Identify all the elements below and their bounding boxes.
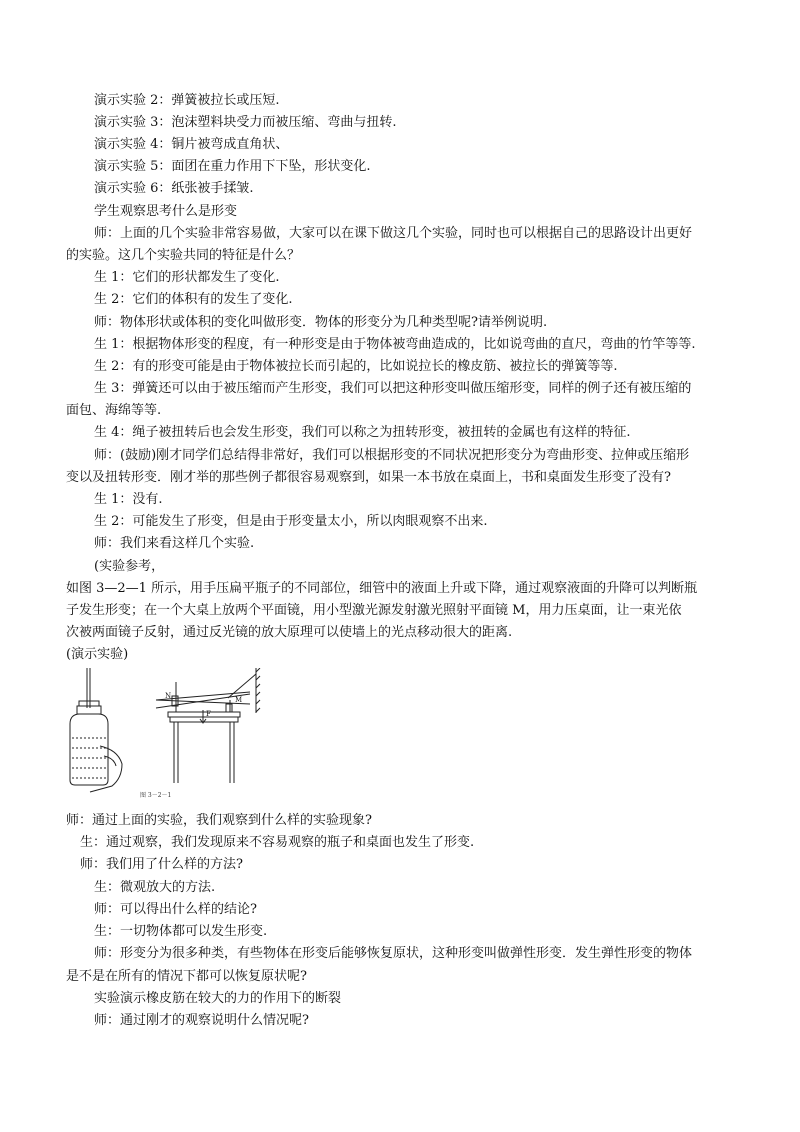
text-line: 生 4：绳子被扭转后也会发生形变，我们可以称之为扭转形变，被扭转的金属也有这样的特征.	[94, 425, 631, 440]
text-line: 演示实验 2：弹簧被拉长或压短.	[94, 93, 280, 108]
text-line: 师：我们用了什么样的方法?	[80, 857, 243, 872]
text-line: 生 2：它们的体积有的发生了变化.	[94, 292, 293, 307]
text-line: 生 1：它们的形状都发生了变化.	[94, 270, 280, 285]
text-line: 师：上面的几个实验非常容易做，大家可以在课下做这几个实验，同时也可以根据自己的思路设计出更好	[94, 226, 693, 241]
text-line: 师：物体形状或体积的变化叫做形变．物体的形变分为几种类型呢?请举例说明.	[94, 315, 548, 330]
text-line: 面包、海绵等等.	[66, 403, 162, 418]
text-line: 演示实验 6：纸张被手揉皱.	[94, 181, 254, 196]
text-line: 师：(鼓励)刚才同学们总结得非常好，我们可以根据形变的不同状况把形变分为弯曲形变、拉伸或压缩形	[94, 448, 690, 463]
text-line: (演示实验)	[66, 647, 129, 662]
label-f: F	[206, 710, 211, 718]
text-line: (实验参考，	[94, 559, 165, 574]
text-line: 师：形变分为很多种类，有些物体在形变后能够恢复原状，这种形变叫做弹性形变．发生弹性形变的物体	[94, 946, 693, 961]
text-line: 生 1：根据物体形变的程度，有一种形变是由于物体被弯曲造成的，比如说弯曲的直尺，弯曲的竹竿等等.	[94, 337, 696, 352]
label-m: M	[235, 696, 243, 704]
text-line: 生：一切物体都可以发生形变.	[94, 924, 268, 939]
text-line: 如图 3—2—1 所示，用手压扁平瓶子的不同部位，细管中的液面上升或下降，通过观察液面的升降可以判断瓶	[66, 581, 698, 596]
text-line: 师：可以得出什么样的结论?	[94, 902, 257, 917]
text-line: 生 1：没有.	[94, 492, 163, 507]
text-line: 生：微观放大的方法.	[94, 880, 216, 895]
text-line: 师：我们来看这样几个实验.	[94, 536, 255, 551]
figure-3-2-1	[60, 668, 280, 798]
text-line: 实验演示橡皮筋在较大的力的作用下的断裂	[94, 991, 342, 1006]
label-n: N	[165, 692, 172, 700]
text-line: 是不是在所有的情况下都可以恢复原状呢?	[66, 969, 307, 984]
text-line: 演示实验 5：面团在重力作用下下坠，形状变化.	[94, 159, 371, 174]
text-line: 演示实验 4：铜片被弯成直角状、	[94, 137, 289, 152]
text-line: 演示实验 3：泡沫塑料块受力而被压缩、弯曲与扭转.	[94, 115, 397, 130]
figure-caption: 图 3－2－1	[140, 792, 172, 799]
text-line: 变以及扭转形变．刚才举的那些例子都很容易观察到，如果一本书放在桌面上，书和桌面发生形变了没有?	[66, 470, 671, 485]
text-line: 生 2：可能发生了形变，但是由于形变量太小，所以肉眼观察不出来.	[94, 514, 488, 529]
text-line: 生 3：弹簧还可以由于被压缩而产生形变，我们可以把这种形变叫做压缩形变，同样的例子还有被压缩的	[94, 381, 692, 396]
text-line: 子发生形变；在一个大桌上放两个平面镜，用小型激光源发射激光照射平面镜 M，用力压桌面，让一束光依	[66, 603, 682, 618]
figure-drawing	[60, 668, 280, 798]
text-line: 生：通过观察，我们发现原来不容易观察的瓶子和桌面也发生了形变.	[80, 835, 475, 850]
text-line: 次被两面镜子反射，通过反光镜的放大原理可以使墙上的光点移动很大的距离.	[66, 625, 513, 640]
text-line: 师：通过刚才的观察说明什么情况呢?	[94, 1013, 309, 1028]
text-line: 生 2：有的形变可能是由于物体被拉长而引起的，比如说拉长的橡皮筋、被拉长的弹簧等等.	[94, 359, 618, 374]
text-line: 学生观察思考什么是形变	[94, 204, 238, 219]
text-line: 的实验。这几个实验共同的特征是什么？	[66, 248, 301, 263]
text-line: 师：通过上面的实验，我们观察到什么样的实验现象?	[66, 813, 372, 828]
